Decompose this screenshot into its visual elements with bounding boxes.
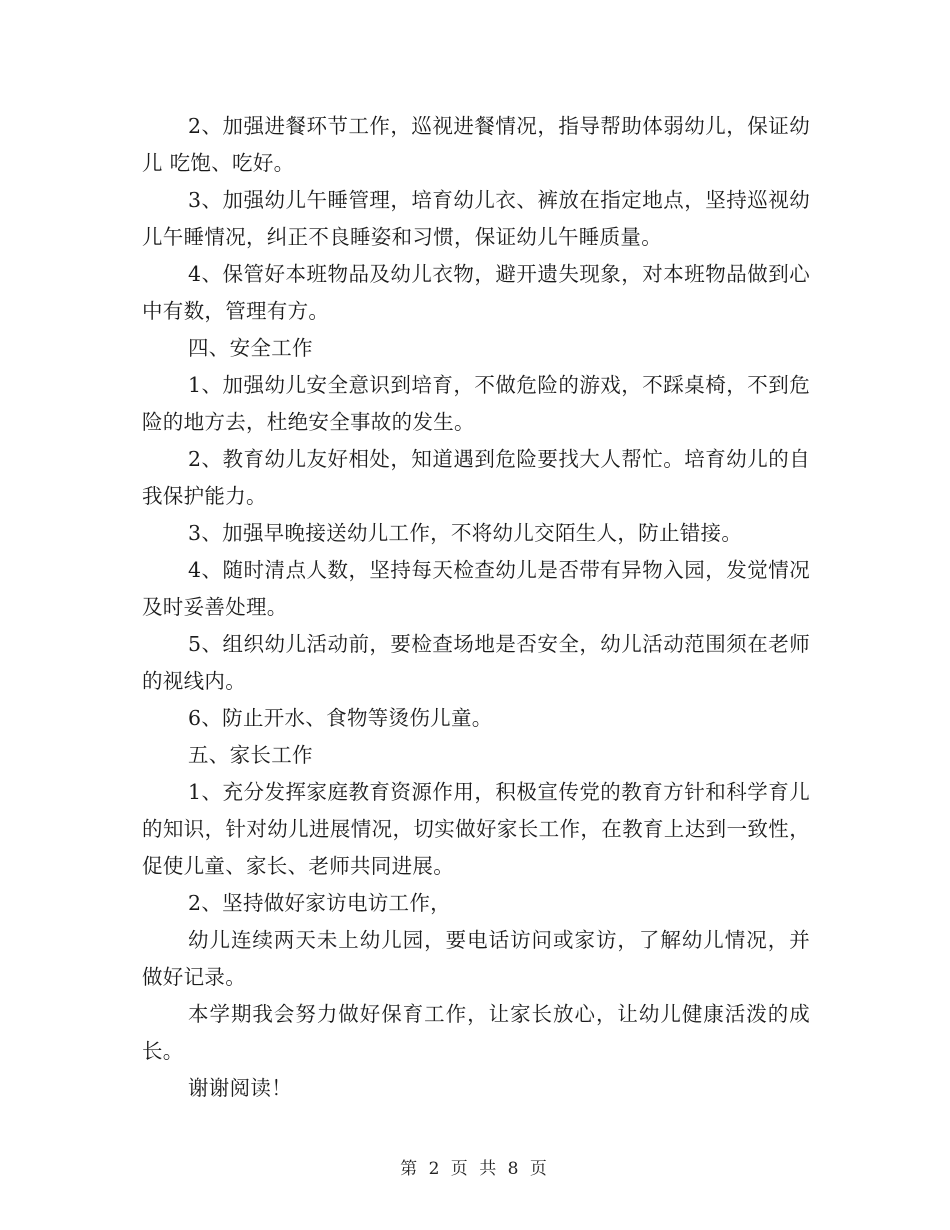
section-heading: 四、安全工作	[188, 336, 313, 360]
paragraph: 2、坚持做好家访电访工作，	[188, 891, 451, 915]
paragraph: 4、随时清点人数，坚持每天检查幼儿是否带有异物入园，发觉情况及时妥善处理。	[142, 558, 810, 619]
paragraph: 1、充分发挥家庭教育资源作用，积极宣传党的教育方针和科学育儿的知识，针对幼儿进展情况，切实做好家长工作，在教育上达到一致性，促使儿童、家长、老师共同进展。	[142, 780, 810, 878]
paragraph: 3、加强幼儿午睡管理，培育幼儿衣、裤放在指定地点，坚持巡视幼儿午睡情况，纠正不良睡姿和习惯，保证幼儿午睡质量。	[142, 188, 810, 249]
document-body	[142, 108, 810, 1107]
paragraph: 1、加强幼儿安全意识到培育，不做危险的游戏，不踩桌椅，不到危险的地方去，杜绝安全事故的发生。	[142, 373, 810, 434]
paragraph: 4、保管好本班物品及幼儿衣物，避开遗失现象，对本班物品做到心中有数，管理有方。	[142, 262, 810, 323]
paragraph: 谢谢阅读！	[188, 1076, 292, 1100]
paragraph: 5、组织幼儿活动前，要检查场地是否安全，幼儿活动范围须在老师的视线内。	[142, 632, 810, 693]
paragraph: 2、教育幼儿友好相处，知道遇到危险要找大人帮忙。培育幼儿的自我保护能力。	[142, 447, 810, 508]
page-number-footer: 第 2 页 共 8 页	[400, 1159, 550, 1179]
section-heading: 五、家长工作	[188, 743, 313, 767]
paragraph: 3、加强早晚接送幼儿工作，不将幼儿交陌生人，防止错接。	[188, 521, 743, 545]
paragraph: 幼儿连续两天未上幼儿园，要电话访问或家访，了解幼儿情况，并做好记录。	[142, 928, 810, 989]
paragraph: 本学期我会努力做好保育工作，让家长放心，让幼儿健康活泼的成长。	[142, 1002, 810, 1063]
paragraph: 2、加强进餐环节工作，巡视进餐情况，指导帮助体弱幼儿，保证幼儿 吃饱、吃好。	[142, 114, 810, 175]
paragraph: 6、防止开水、食物等烫伤儿童。	[188, 706, 493, 730]
